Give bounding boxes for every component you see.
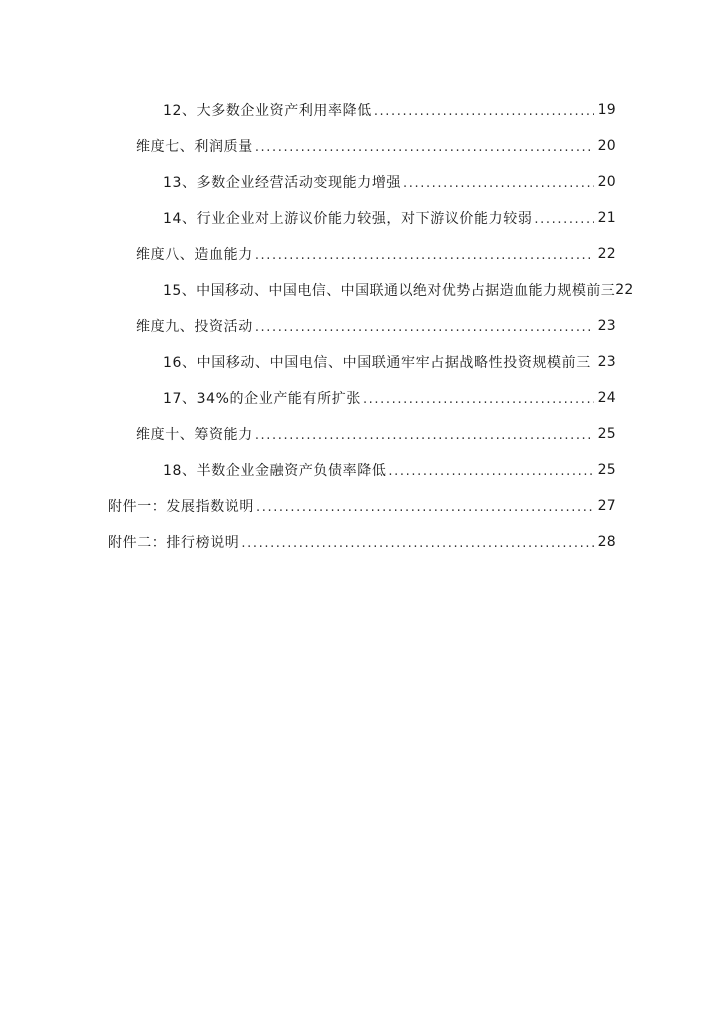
toc-entry-title: 16、中国移动、中国电信、中国联通牢牢占据战略性投资规模前三 (163, 355, 591, 371)
toc-dot-leader (534, 212, 593, 227)
toc-page-number: 28 (597, 534, 616, 550)
toc-entry-title: 维度九、投资活动 (136, 319, 253, 335)
toc-entry-title: 13、多数企业经营活动变现能力增强 (163, 175, 402, 191)
toc-page-number: 20 (597, 174, 616, 190)
toc-dot-leader (374, 104, 594, 119)
toc-entry[interactable] (0, 344, 724, 380)
toc-dot-leader (241, 536, 593, 551)
toc-dot-leader (255, 320, 594, 335)
toc-page-number: 22 (615, 282, 634, 298)
toc-entry[interactable] (0, 236, 724, 272)
toc-entry-title: 附件一：发展指数说明 (108, 499, 254, 515)
toc-entry-title: 附件二：排行榜说明 (108, 535, 240, 551)
toc-dot-leader (593, 356, 594, 371)
toc-entry[interactable] (0, 416, 724, 452)
toc-entry[interactable] (0, 200, 724, 236)
toc-entry-title: 12、大多数企业资产利用率降低 (163, 103, 372, 119)
toc-dot-leader (388, 464, 593, 479)
toc-page-number: 25 (597, 462, 616, 478)
toc-page-number: 23 (597, 354, 616, 370)
toc-page-number: 25 (597, 426, 616, 442)
toc-entry[interactable] (0, 128, 724, 164)
toc-entry-title: 维度七、利润质量 (136, 139, 253, 155)
toc-entry[interactable] (0, 92, 724, 128)
toc-dot-leader (403, 176, 594, 191)
toc-entry-title: 15、中国移动、中国电信、中国联通以绝对优势占据造血能力规模前三 (163, 283, 616, 299)
toc-page-number: 24 (597, 390, 616, 406)
toc-entry-title: 14、行业企业对上游议价能力较强，对下游议价能力较弱 (163, 211, 533, 227)
table-of-contents (0, 92, 724, 560)
toc-entry[interactable] (0, 308, 724, 344)
toc-page-number: 21 (597, 210, 616, 226)
toc-entry[interactable] (0, 524, 724, 560)
toc-page-number: 23 (597, 318, 616, 334)
toc-entry[interactable] (0, 272, 724, 308)
toc-page-number: 27 (597, 498, 616, 514)
toc-entry[interactable] (0, 164, 724, 200)
toc-entry[interactable] (0, 488, 724, 524)
toc-page-number: 22 (597, 246, 616, 262)
toc-page-number: 20 (597, 138, 616, 154)
toc-dot-leader (363, 392, 594, 407)
toc-entry-title: 维度八、造血能力 (136, 247, 253, 263)
toc-dot-leader (256, 500, 594, 515)
toc-entry-title: 维度十、筹资能力 (136, 427, 253, 443)
toc-entry-title: 18、半数企业金融资产负债率降低 (163, 463, 387, 479)
toc-dot-leader (255, 248, 594, 263)
toc-dot-leader (255, 428, 594, 443)
toc-entry[interactable] (0, 380, 724, 416)
toc-entry[interactable] (0, 452, 724, 488)
toc-entry-title: 17、34%的企业产能有所扩张 (163, 391, 361, 407)
toc-page-number: 19 (597, 102, 616, 118)
toc-dot-leader (255, 140, 594, 155)
